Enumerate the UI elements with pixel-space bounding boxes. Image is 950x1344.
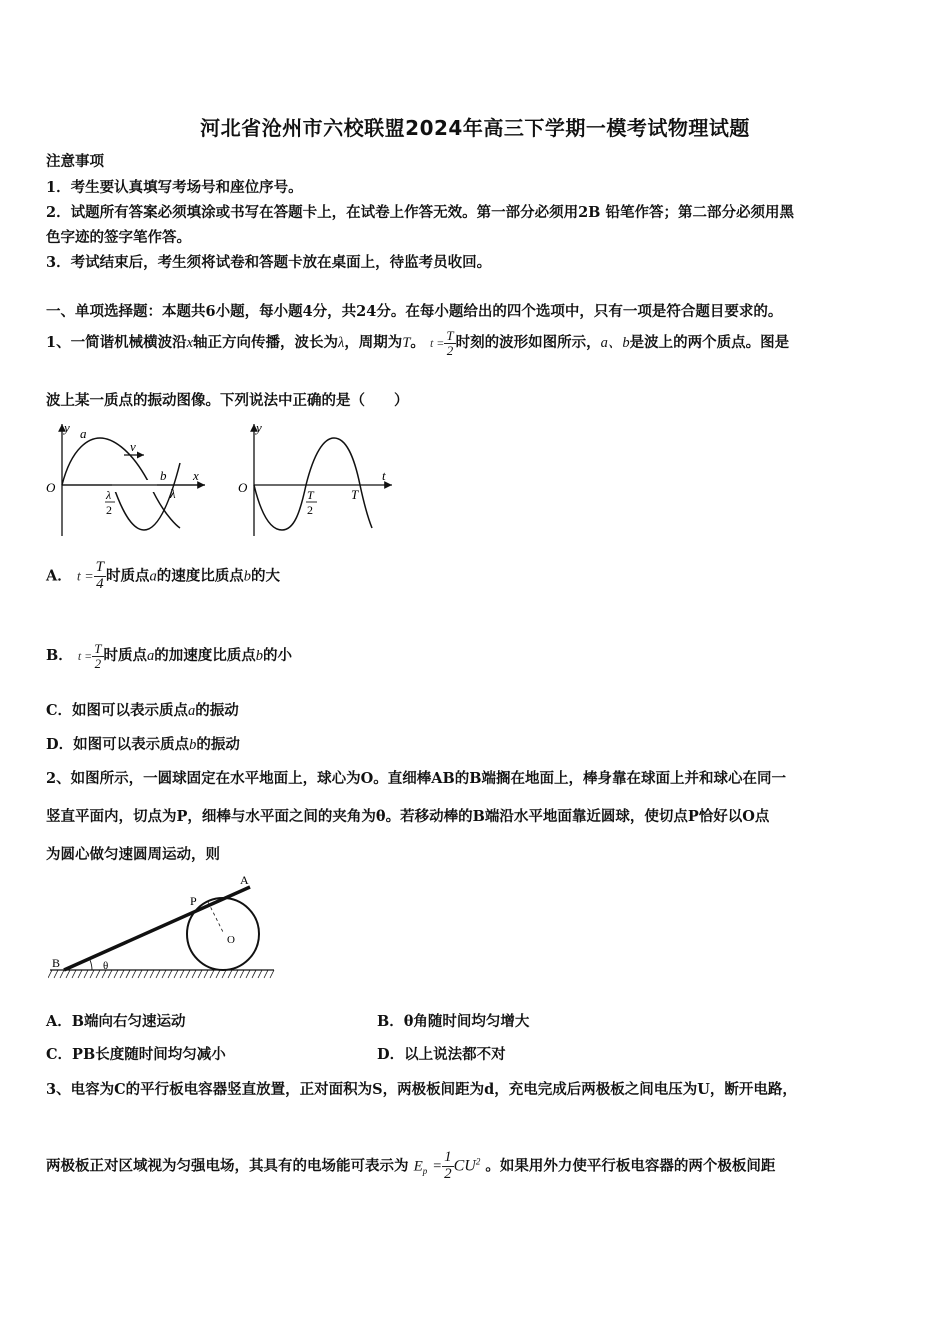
option-text: 的振动: [195, 702, 239, 719]
q1-stem-c: ，周期为: [344, 334, 403, 352]
q1-option-b: [46, 642, 292, 670]
q1-stem-f: 是波上的两个质点。图是: [629, 334, 790, 352]
g1-half-num: λ: [106, 488, 112, 502]
q3-cu: CU: [453, 1157, 476, 1175]
section-heading: 一、单项选择题：本题共6小题，每小题4分，共24分。在每小题给出的四个选项中，只有一项是符合题目要求的。: [46, 303, 783, 320]
option-label: B．: [377, 1013, 404, 1030]
g1-half-den: 2: [106, 503, 112, 517]
q1-lambda: λ: [338, 335, 345, 352]
q2-stem-line3: 为圆心做匀速圆周运动，则: [46, 846, 220, 863]
label-B: B: [52, 956, 61, 970]
radius-op: [208, 902, 224, 934]
label-O: O: [227, 934, 235, 946]
frac-den: 4: [96, 575, 104, 592]
q1-frac-num: T: [446, 328, 454, 343]
g2-T: T: [351, 487, 359, 502]
notice-heading: 注意事项: [46, 153, 104, 170]
option-text: 以上说法都不对: [404, 1046, 506, 1063]
frac-num: T: [95, 559, 105, 575]
q1-option-a: [46, 560, 280, 593]
q1-ab: a、b: [600, 335, 630, 352]
q1-stem-line1: [46, 329, 789, 357]
page-title: 河北省沧州市六校联盟2024年高三下学期一模考试物理试题: [200, 116, 750, 140]
option-label: D．: [377, 1046, 405, 1063]
option-text: 的速度比质点: [156, 567, 244, 585]
frac-num: 1: [444, 1149, 452, 1165]
option-text: 的加速度比质点: [154, 647, 256, 665]
q1-t-eq: t =: [429, 336, 445, 351]
option-label: D．: [46, 736, 74, 753]
q1-T: T: [402, 335, 411, 352]
g2-origin: O: [238, 480, 248, 495]
g1-origin: O: [46, 480, 56, 495]
q3-square: 2: [475, 1156, 481, 1167]
point-a: a: [149, 568, 157, 585]
frac-den: 2: [444, 1165, 452, 1182]
ground-hatching: [48, 970, 274, 978]
q3-text-a: 两极板正对区域视为匀强电场，其具有的电场能可表示为: [46, 1157, 409, 1175]
option-text: 时质点: [103, 647, 147, 665]
q3-ep-sub: p: [422, 1166, 428, 1177]
q1-stem-d: 。: [410, 334, 425, 352]
option-text: 的小: [263, 647, 292, 665]
label-A: A: [240, 873, 249, 887]
q1-stem-b: 轴正方向传播，波长为: [193, 334, 339, 352]
q1-wave-graph: [40, 418, 215, 538]
q2-option-d: [377, 1046, 506, 1063]
option-label: B．: [46, 647, 73, 665]
frac-num: T: [94, 641, 102, 656]
t-eq: t =: [77, 649, 93, 664]
g2-half-den: 2: [307, 503, 313, 517]
q1-stem-e: 时刻的波形如图所示，: [455, 334, 601, 352]
q2-option-a: [46, 1013, 186, 1030]
option-text: B端向右匀速运动: [71, 1013, 186, 1030]
q1-fraction: [444, 329, 455, 357]
g1-lambda: λ: [170, 486, 176, 501]
point-a: a: [188, 703, 196, 719]
g1-x-label: x: [193, 468, 199, 483]
q1-stem-line2: 波上某一质点的振动图像。下列说法中正确的是（ ）: [46, 392, 409, 409]
q3-stem-line1: 3、电容为C的平行板电容器竖直放置，正对面积为S，两极板间距为d，充电完成后两极板之间电压为U，断开电路，: [46, 1081, 797, 1098]
label-theta: θ: [103, 960, 109, 972]
q1-option-c: [46, 702, 239, 720]
g1-y-label: y: [64, 420, 70, 435]
option-label: C．: [46, 1046, 73, 1063]
q2-figure: [48, 872, 278, 987]
q2-stem-line1: 2、如图所示，一圆球固定在水平地面上，球心为O。直细棒AB的B端搁在地面上，棒身靠在球面上并和球心在同一: [46, 770, 786, 787]
fraction: [94, 560, 106, 593]
point-b: b: [189, 737, 197, 753]
q2-option-b: [377, 1013, 529, 1030]
option-text: 如图可以表示质点: [73, 736, 190, 753]
g1-v: v: [130, 439, 136, 454]
q1-vibration-graph: [232, 418, 402, 538]
option-text: 的振动: [196, 736, 240, 753]
vibration-curve: [254, 438, 372, 530]
fraction: [92, 642, 103, 670]
q3-text-b: 。如果用外力使平行板电容器的两个极板间距: [485, 1157, 776, 1175]
option-label: A．: [46, 567, 72, 585]
option-text: θ角随时间均匀增大: [403, 1013, 530, 1030]
option-label: C．: [46, 702, 73, 719]
point-a: a: [147, 648, 155, 665]
q2-stem-line2: 竖直平面内，切点为P，细棒与水平面之间的夹角为θ。若移动棒的B端沿水平地面靠近圆球，使切点P恰好以O点: [46, 808, 770, 825]
q3-ep: E: [413, 1158, 423, 1175]
q2-option-c: [46, 1046, 226, 1063]
notice-item-2-cont: 色字迹的签字笔作答。: [46, 229, 191, 246]
option-text: PB长度随时间均匀减小: [72, 1046, 226, 1063]
option-text: 如图可以表示质点: [72, 702, 189, 719]
g2-t-label: t: [382, 468, 386, 483]
g1-point-b: b: [160, 468, 167, 483]
q3-stem-line2: [46, 1150, 775, 1183]
frac-den: 2: [94, 655, 102, 671]
q1-option-d: [46, 736, 240, 754]
angle-arc: [90, 960, 92, 970]
q1-frac-den: 2: [446, 342, 454, 358]
rod-ab: [64, 887, 250, 970]
option-label: A．: [46, 1013, 72, 1030]
option-text: 的大: [251, 567, 281, 585]
g2-half-num: T: [307, 488, 314, 502]
label-P: P: [190, 894, 197, 908]
t-eq: t =: [76, 569, 94, 585]
g1-point-a: a: [80, 426, 87, 441]
notice-item-2: 2．试题所有答案必须填涂或书写在答题卡上，在试卷上作答无效。第一部分必须用2B 铅笔作答；第二部分必须用黑: [46, 204, 794, 221]
g2-y-label: y: [256, 420, 262, 435]
point-b: b: [255, 648, 263, 665]
notice-item-1: 1．考生要认真填写考场号和座位序号。: [46, 179, 303, 196]
q3-equals: =: [432, 1158, 443, 1175]
point-b: b: [243, 568, 252, 585]
q1-x: x: [186, 335, 194, 352]
option-text: 时质点: [106, 567, 150, 585]
q1-stem-a: 1、一简谐机械横波沿: [46, 334, 187, 352]
q3-fraction: [442, 1150, 454, 1183]
notice-item-3: 3．考试结束后，考生须将试卷和答题卡放在桌面上，待监考员收回。: [46, 254, 492, 271]
